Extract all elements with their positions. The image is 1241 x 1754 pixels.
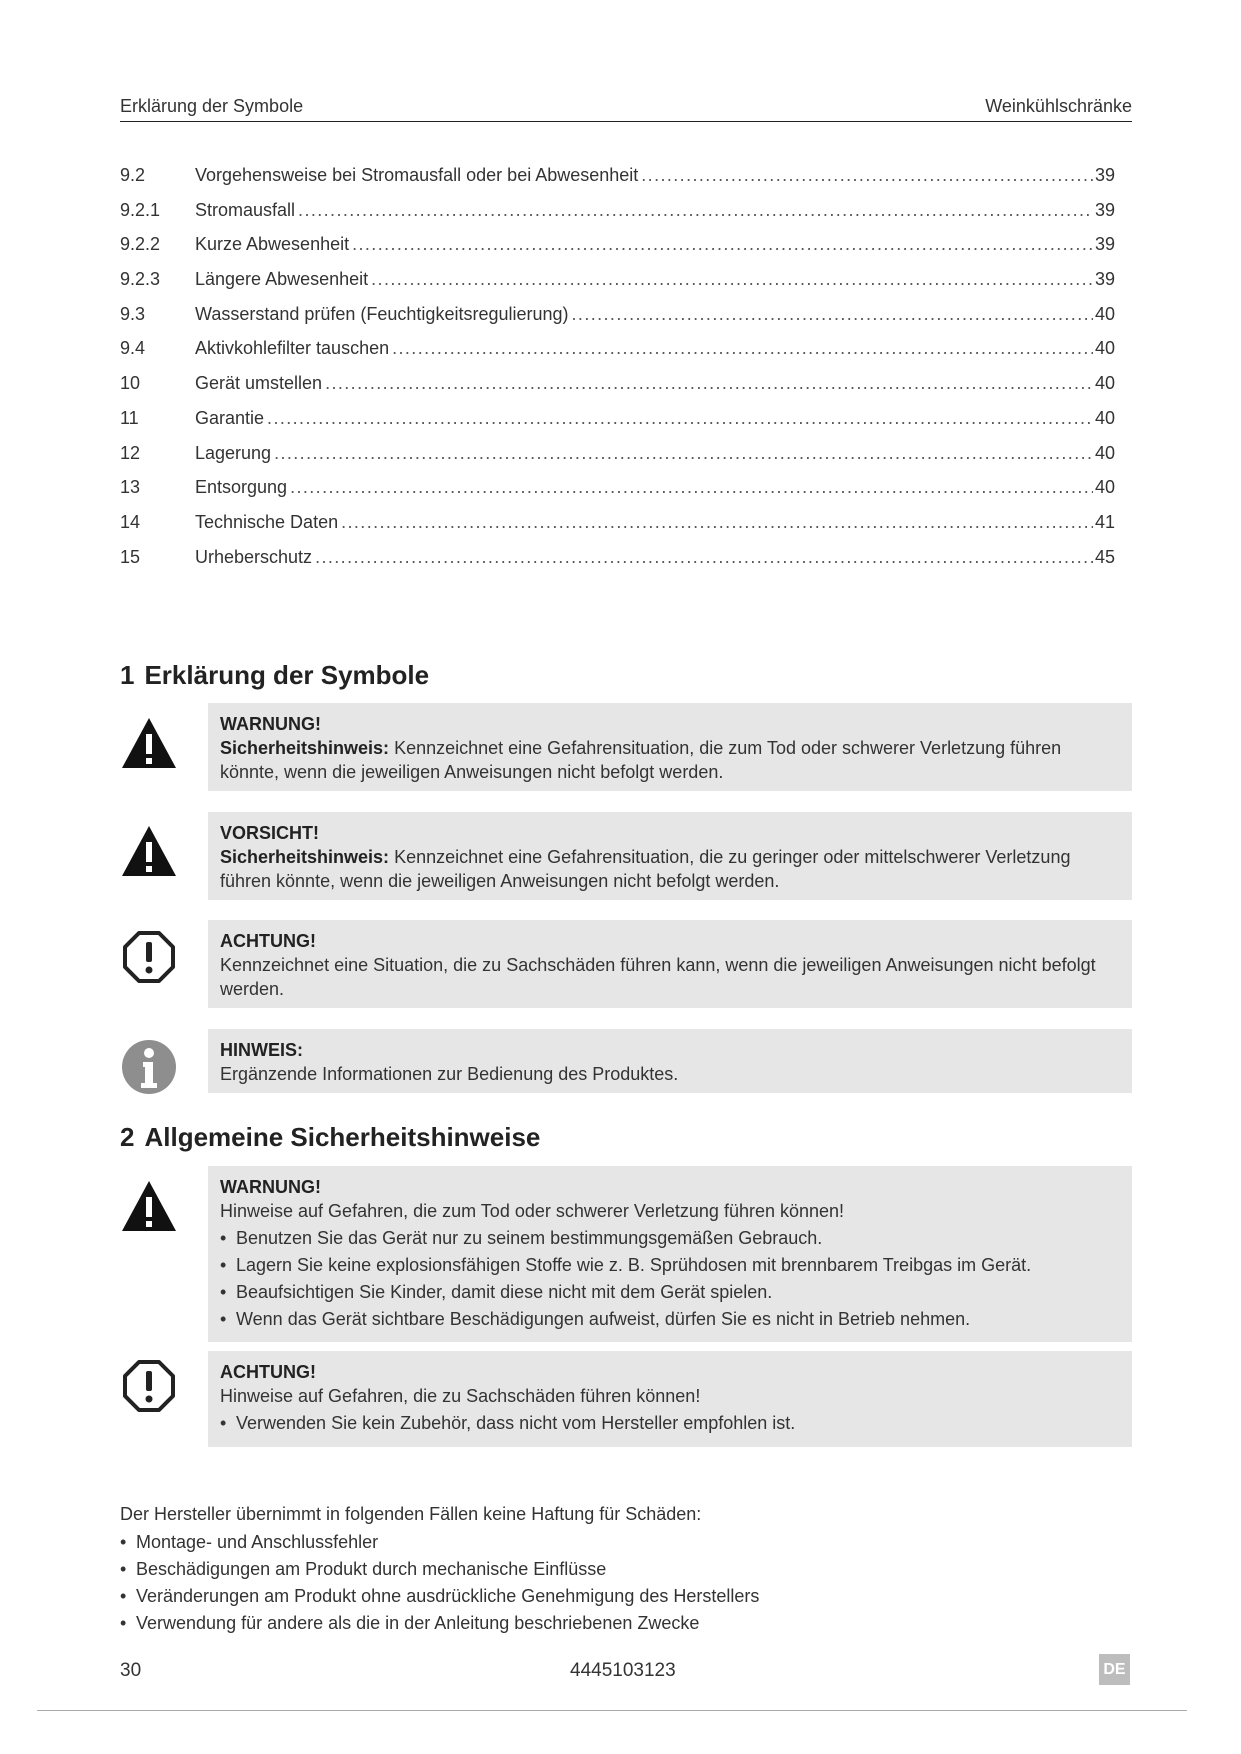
toc-row[interactable] <box>120 373 1120 408</box>
toc-page-number: 45 <box>1094 546 1115 567</box>
liability-list-item: • Veränderungen am Produkt ohne ausdrückliche Genehmigung des Herstellers <box>120 1584 1120 1608</box>
toc-leader-dots <box>371 269 1093 290</box>
section-title: Allgemeine Sicherheitshinweise <box>144 1122 541 1152</box>
section-number: 2 <box>120 1122 135 1152</box>
footer-page-number: 30 <box>120 1660 142 1681</box>
toc-entry <box>195 304 1115 325</box>
toc-title: Aktivkohlefilter tauschen <box>195 338 390 359</box>
warning-list-item: • Beaufsichtigen Sie Kinder, damit diese nicht mit dem Gerät spielen. <box>220 1280 1120 1304</box>
toc-row[interactable] <box>120 234 1120 269</box>
toc-page-number: 40 <box>1094 477 1115 498</box>
notice-label: Sicherheitshinweis: <box>220 847 390 867</box>
toc-row[interactable] <box>120 200 1120 235</box>
toc-title: Lagerung <box>195 442 272 463</box>
bottom-divider <box>37 1710 1187 1711</box>
notice-text <box>220 845 1120 893</box>
page-header <box>120 96 1132 122</box>
toc-page-number: 40 <box>1094 303 1115 324</box>
attention-octagon-icon <box>120 928 178 986</box>
notice-title: WARNUNG! <box>220 714 321 734</box>
attention-list-item: • Verwenden Sie kein Zubehör, dass nicht vom Hersteller empfohlen ist. <box>220 1411 1120 1435</box>
toc-row[interactable] <box>120 338 1120 373</box>
liability-list-item: • Verwendung für andere als die in der Anleitung beschriebenen Zwecke <box>120 1611 1120 1635</box>
info-circle-icon <box>120 1038 178 1096</box>
toc-page-number: 40 <box>1094 373 1115 394</box>
toc-title: Längere Abwesenheit <box>195 269 369 290</box>
notice-title: ACHTUNG! <box>220 1362 316 1382</box>
notice-body: Kennzeichnet eine Gefahrensituation, die zu geringer oder mittelschwerer Verletzung führen könnte, wenn die jeweiligen Anweisungen nicht befolgt werden. <box>220 847 1071 891</box>
notice-body: Hinweise auf Gefahren, die zum Tod oder schwerer Verletzung führen können! <box>220 1201 845 1221</box>
toc-title: Stromausfall <box>195 199 296 220</box>
toc-title: Wasserstand prüfen (Feuchtigkeitsregulierung) <box>195 303 569 324</box>
toc-number: 9.2 <box>120 165 146 185</box>
notice-body: Kennzeichnet eine Gefahrensituation, die zum Tod oder schwerer Verletzung führen könnte, wenn die jeweiligen Anweisungen nicht befolgt werden. <box>220 738 1062 782</box>
toc-number: 9.4 <box>120 338 146 359</box>
toc-entry <box>195 165 1115 186</box>
toc-leader-dots <box>274 443 1093 464</box>
toc-row[interactable] <box>120 269 1120 304</box>
toc-row[interactable] <box>120 512 1120 547</box>
warning-triangle-icon <box>120 714 178 772</box>
toc-page-number: 40 <box>1094 338 1115 359</box>
toc-row[interactable] <box>120 547 1120 582</box>
notice-box-info <box>208 1029 1132 1093</box>
notice-box-general-attention <box>208 1351 1132 1447</box>
liability-list-item: • Montage- und Anschlussfehler <box>120 1530 1120 1554</box>
warning-triangle-icon <box>120 1177 178 1235</box>
notice-box-caution <box>208 812 1132 900</box>
toc-row[interactable] <box>120 443 1120 478</box>
toc-entry <box>195 338 1115 359</box>
section-number: 1 <box>120 660 135 690</box>
liability-list-item: • Beschädigungen am Produkt durch mechanische Einflüsse <box>120 1557 1120 1581</box>
toc-title: Garantie <box>195 407 265 428</box>
toc-leader-dots <box>290 477 1093 498</box>
toc-title: Urheberschutz <box>195 546 313 567</box>
toc-row[interactable] <box>120 304 1120 339</box>
toc-title: Kurze Abwesenheit <box>195 234 350 255</box>
table-of-contents <box>120 165 1120 581</box>
toc-number: 14 <box>120 511 141 532</box>
footer-document-code: 4445103123 <box>570 1660 676 1681</box>
toc-title: Technische Daten <box>195 511 339 532</box>
warning-list-item: • Wenn das Gerät sichtbare Beschädigungen aufweist, dürfen Sie es nicht in Betrieb nehmen. <box>220 1307 1120 1331</box>
section-1-heading <box>120 660 429 691</box>
header-left-title: Erklärung der Symbole <box>120 96 304 116</box>
notice-title: WARNUNG! <box>220 1177 321 1197</box>
toc-leader-dots <box>298 200 1093 221</box>
notice-box-warning <box>208 703 1132 791</box>
toc-page-number: 39 <box>1094 234 1115 255</box>
toc-leader-dots <box>325 373 1093 394</box>
toc-leader-dots <box>641 165 1093 186</box>
toc-page-number: 39 <box>1094 165 1115 185</box>
toc-page-number: 39 <box>1094 269 1115 290</box>
notice-title: VORSICHT! <box>220 823 319 843</box>
toc-row[interactable] <box>120 477 1120 512</box>
toc-title: Entsorgung <box>195 477 288 498</box>
notice-title: HINWEIS: <box>220 1040 303 1060</box>
toc-number: 9.2.1 <box>120 199 161 220</box>
toc-leader-dots <box>267 408 1093 429</box>
toc-page-number: 39 <box>1094 199 1115 220</box>
toc-entry <box>195 477 1115 498</box>
toc-title: Gerät umstellen <box>195 373 323 394</box>
toc-number: 10 <box>120 373 141 394</box>
notice-body: Hinweise auf Gefahren, die zu Sachschäden führen können! <box>220 1386 701 1406</box>
toc-entry <box>195 269 1115 290</box>
toc-number: 9.2.2 <box>120 234 161 255</box>
toc-row[interactable] <box>120 165 1120 200</box>
header-right-title: Weinkühlschränke <box>985 96 1132 116</box>
warning-list-item: • Lagern Sie keine explosionsfähigen Stoffe wie z. B. Sprühdosen mit brennbarem Treibgas im Gerät. <box>220 1253 1120 1277</box>
toc-number: 12 <box>120 442 141 463</box>
toc-leader-dots <box>341 512 1093 533</box>
liability-list <box>120 1530 1120 1635</box>
warning-list-item: • Benutzen Sie das Gerät nur zu seinem bestimmungsgemäßen Gebrauch. <box>220 1226 1120 1250</box>
notice-box-general-warning <box>208 1166 1132 1342</box>
toc-entry <box>195 408 1115 429</box>
liability-section <box>120 1502 1120 1635</box>
notice-box-attention <box>208 920 1132 1008</box>
toc-number: 9.3 <box>120 303 146 324</box>
section-2-heading <box>120 1122 540 1153</box>
toc-entry <box>195 512 1115 533</box>
toc-entry <box>195 200 1115 221</box>
toc-page-number: 40 <box>1094 442 1115 463</box>
toc-leader-dots <box>392 338 1093 359</box>
toc-page-number: 40 <box>1094 407 1115 428</box>
toc-title: Vorgehensweise bei Stromausfall oder bei Abwesenheit <box>195 165 639 185</box>
section-title: Erklärung der Symbole <box>144 660 430 690</box>
notice-body: Kennzeichnet eine Situation, die zu Sachschäden führen kann, wenn die jeweiligen Anweisungen nicht befolgt werden. <box>220 955 1096 999</box>
toc-number: 15 <box>120 546 141 567</box>
toc-number: 9.2.3 <box>120 269 161 290</box>
toc-entry <box>195 234 1115 255</box>
notice-label: Sicherheitshinweis: <box>220 738 390 758</box>
toc-entry <box>195 373 1115 394</box>
toc-page-number: 41 <box>1094 511 1115 532</box>
toc-number: 13 <box>120 477 141 498</box>
warning-list <box>220 1226 1120 1331</box>
notice-body: Ergänzende Informationen zur Bedienung des Produktes. <box>220 1064 679 1084</box>
notice-title: ACHTUNG! <box>220 931 316 951</box>
notice-text <box>220 736 1120 784</box>
attention-octagon-icon <box>120 1357 178 1415</box>
toc-entry <box>195 547 1115 568</box>
attention-list <box>220 1411 1120 1435</box>
toc-leader-dots <box>352 234 1093 255</box>
toc-leader-dots <box>572 304 1093 325</box>
language-badge: DE <box>1099 1654 1130 1685</box>
liability-intro: Der Hersteller übernimmt in folgenden Fällen keine Haftung für Schäden: <box>120 1504 702 1524</box>
warning-triangle-icon <box>120 822 178 880</box>
toc-entry <box>195 443 1115 464</box>
toc-leader-dots <box>315 547 1093 568</box>
toc-row[interactable] <box>120 408 1120 443</box>
toc-number: 11 <box>120 407 139 428</box>
